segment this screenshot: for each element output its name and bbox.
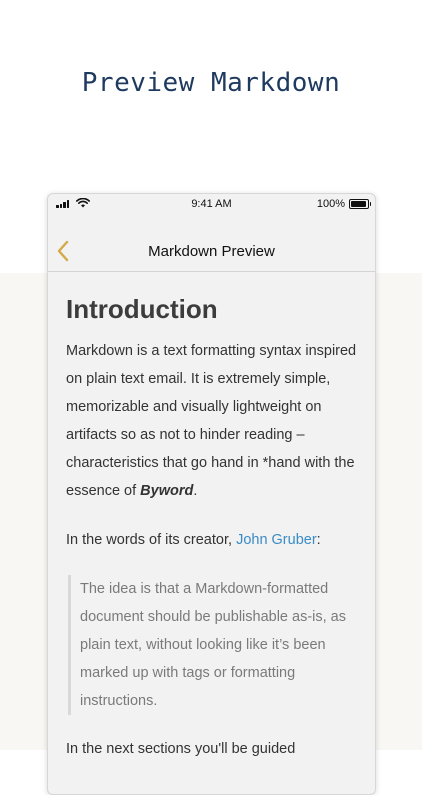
paragraph-intro-emphasis: Byword <box>140 483 194 499</box>
status-bar <box>48 194 375 214</box>
paragraph-creator <box>66 526 361 554</box>
john-gruber-link[interactable]: John Gruber <box>236 532 317 548</box>
navigation-bar <box>48 214 375 272</box>
battery-icon <box>349 199 369 209</box>
document-content <box>66 272 361 763</box>
page-headline: Preview Markdown <box>81 68 341 98</box>
nav-title: Markdown Preview <box>148 243 275 260</box>
paragraph-next-sections: In the next sections you'll be guided <box>66 741 296 757</box>
paragraph-creator-text: In the words of its creator, <box>66 532 237 548</box>
battery-percent: 100% <box>316 198 345 210</box>
chevron-left-icon[interactable] <box>54 239 72 263</box>
paragraph-intro-end: . <box>193 483 198 499</box>
paragraph-intro <box>66 337 361 505</box>
phone-frame <box>47 193 376 795</box>
paragraph-creator-end: : <box>316 532 321 548</box>
document-heading: Introduction <box>66 294 218 324</box>
status-time: 9:41 AM <box>191 198 232 210</box>
blockquote: The idea is that a Markdown-formatted document should be publishable as-is, as plain text, without looking like it’s been marked up with tags or formatting instructions. <box>68 575 361 715</box>
paragraph-intro-text: Markdown is a text formatting syntax inspired on plain text email. It is extremely simple, memorizable and visually lightweight on artifacts so as not to hinder reading – characteristics that go hand in *hand with the essence of <box>66 343 357 499</box>
